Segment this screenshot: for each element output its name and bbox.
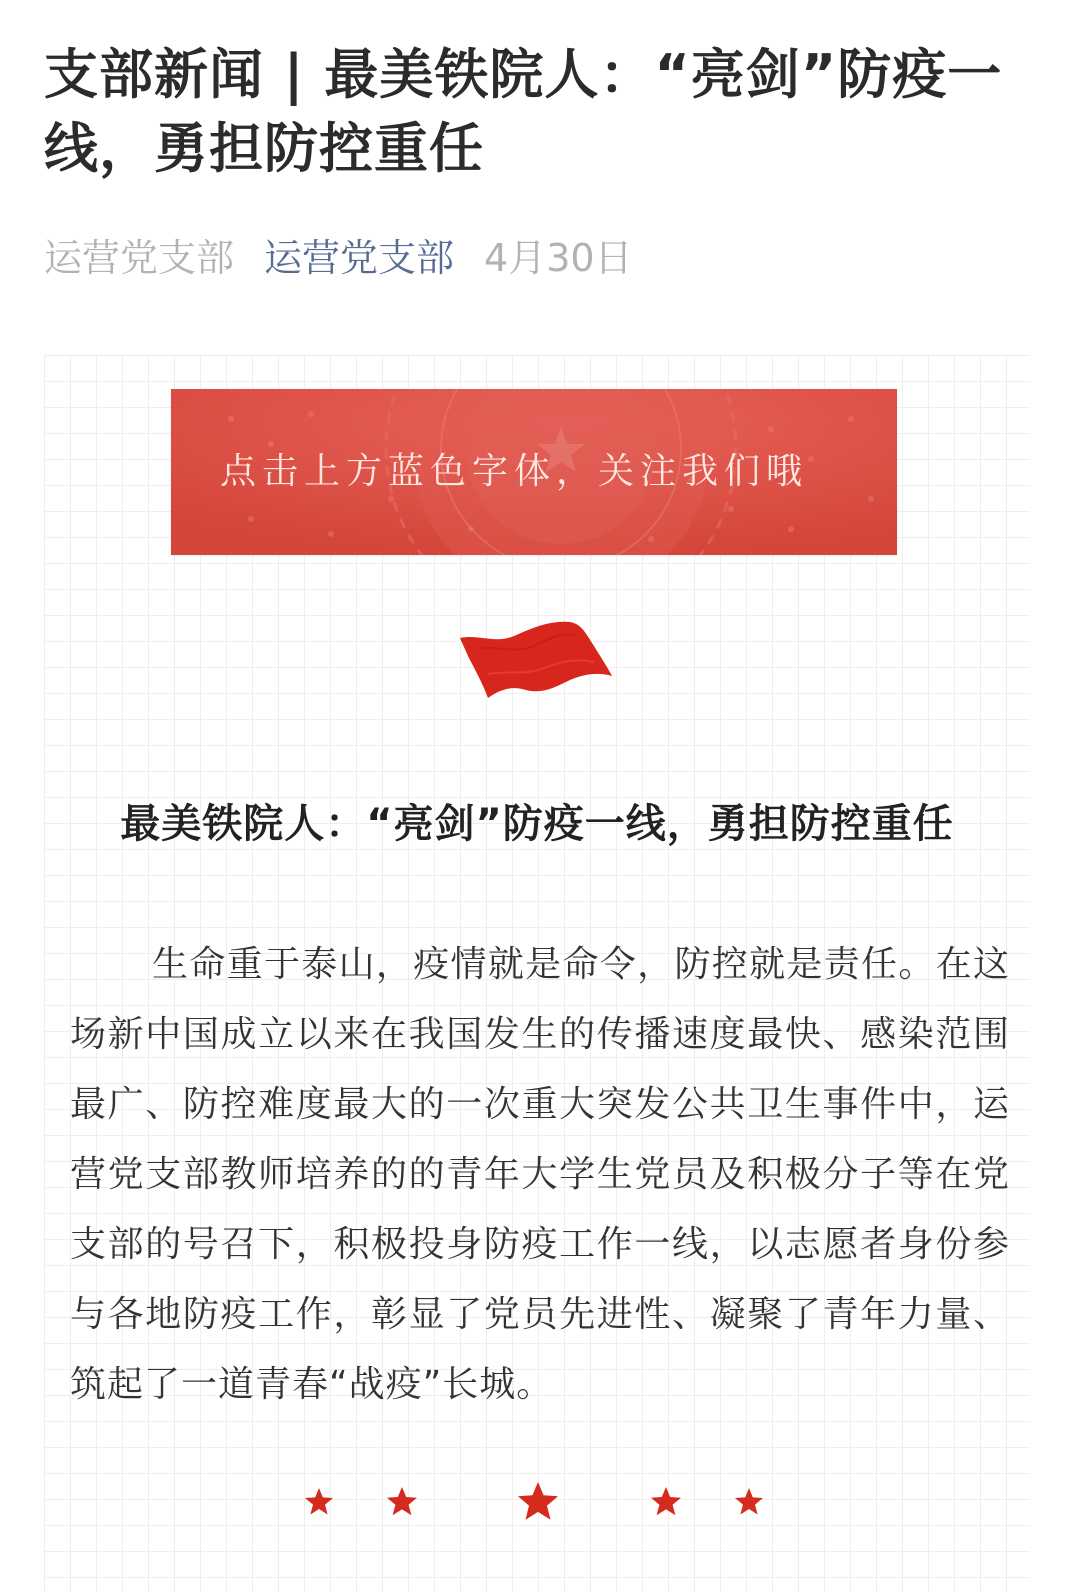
author-name: 运营党支部 (44, 235, 235, 280)
publish-date: 4月30日 (484, 235, 633, 280)
red-flag-icon (458, 618, 614, 702)
star-icon (735, 1488, 763, 1515)
follow-banner-text: 点击上方蓝色字体，关注我们哦 (219, 451, 808, 492)
section-heading: 最美铁院人：“亮剑”防疫一线，勇担防控重任 (120, 801, 954, 847)
body-paragraph: 生命重于泰山，疫情就是命令，防控就是责任。在这场新中国成立以来在我国发生的传播速度最快、感染范围最广、防控难度最大的一次重大突发公共卫生事件中，运营党支部教师培养的的青年大学生党员及积极分子等在党支部的号召下，积极投身防疫工作一线，以志愿者身份参与各地防疫工作，彰显了党员先进性、凝聚了青年力量、筑起了一道青春“战疫”长城。 (70, 944, 1010, 1405)
star-icon (651, 1487, 681, 1515)
stars-divider (0, 1478, 1080, 1538)
account-name-link[interactable]: 运营党支部 (264, 235, 455, 280)
follow-banner[interactable] (171, 389, 897, 555)
star-icon (518, 1482, 558, 1520)
article-meta (44, 226, 663, 282)
star-icon (305, 1488, 333, 1515)
article-title: 支部新闻 | 最美铁院人：“亮剑”防疫一线，勇担防控重任 (44, 43, 1003, 180)
star-icon (387, 1487, 417, 1515)
